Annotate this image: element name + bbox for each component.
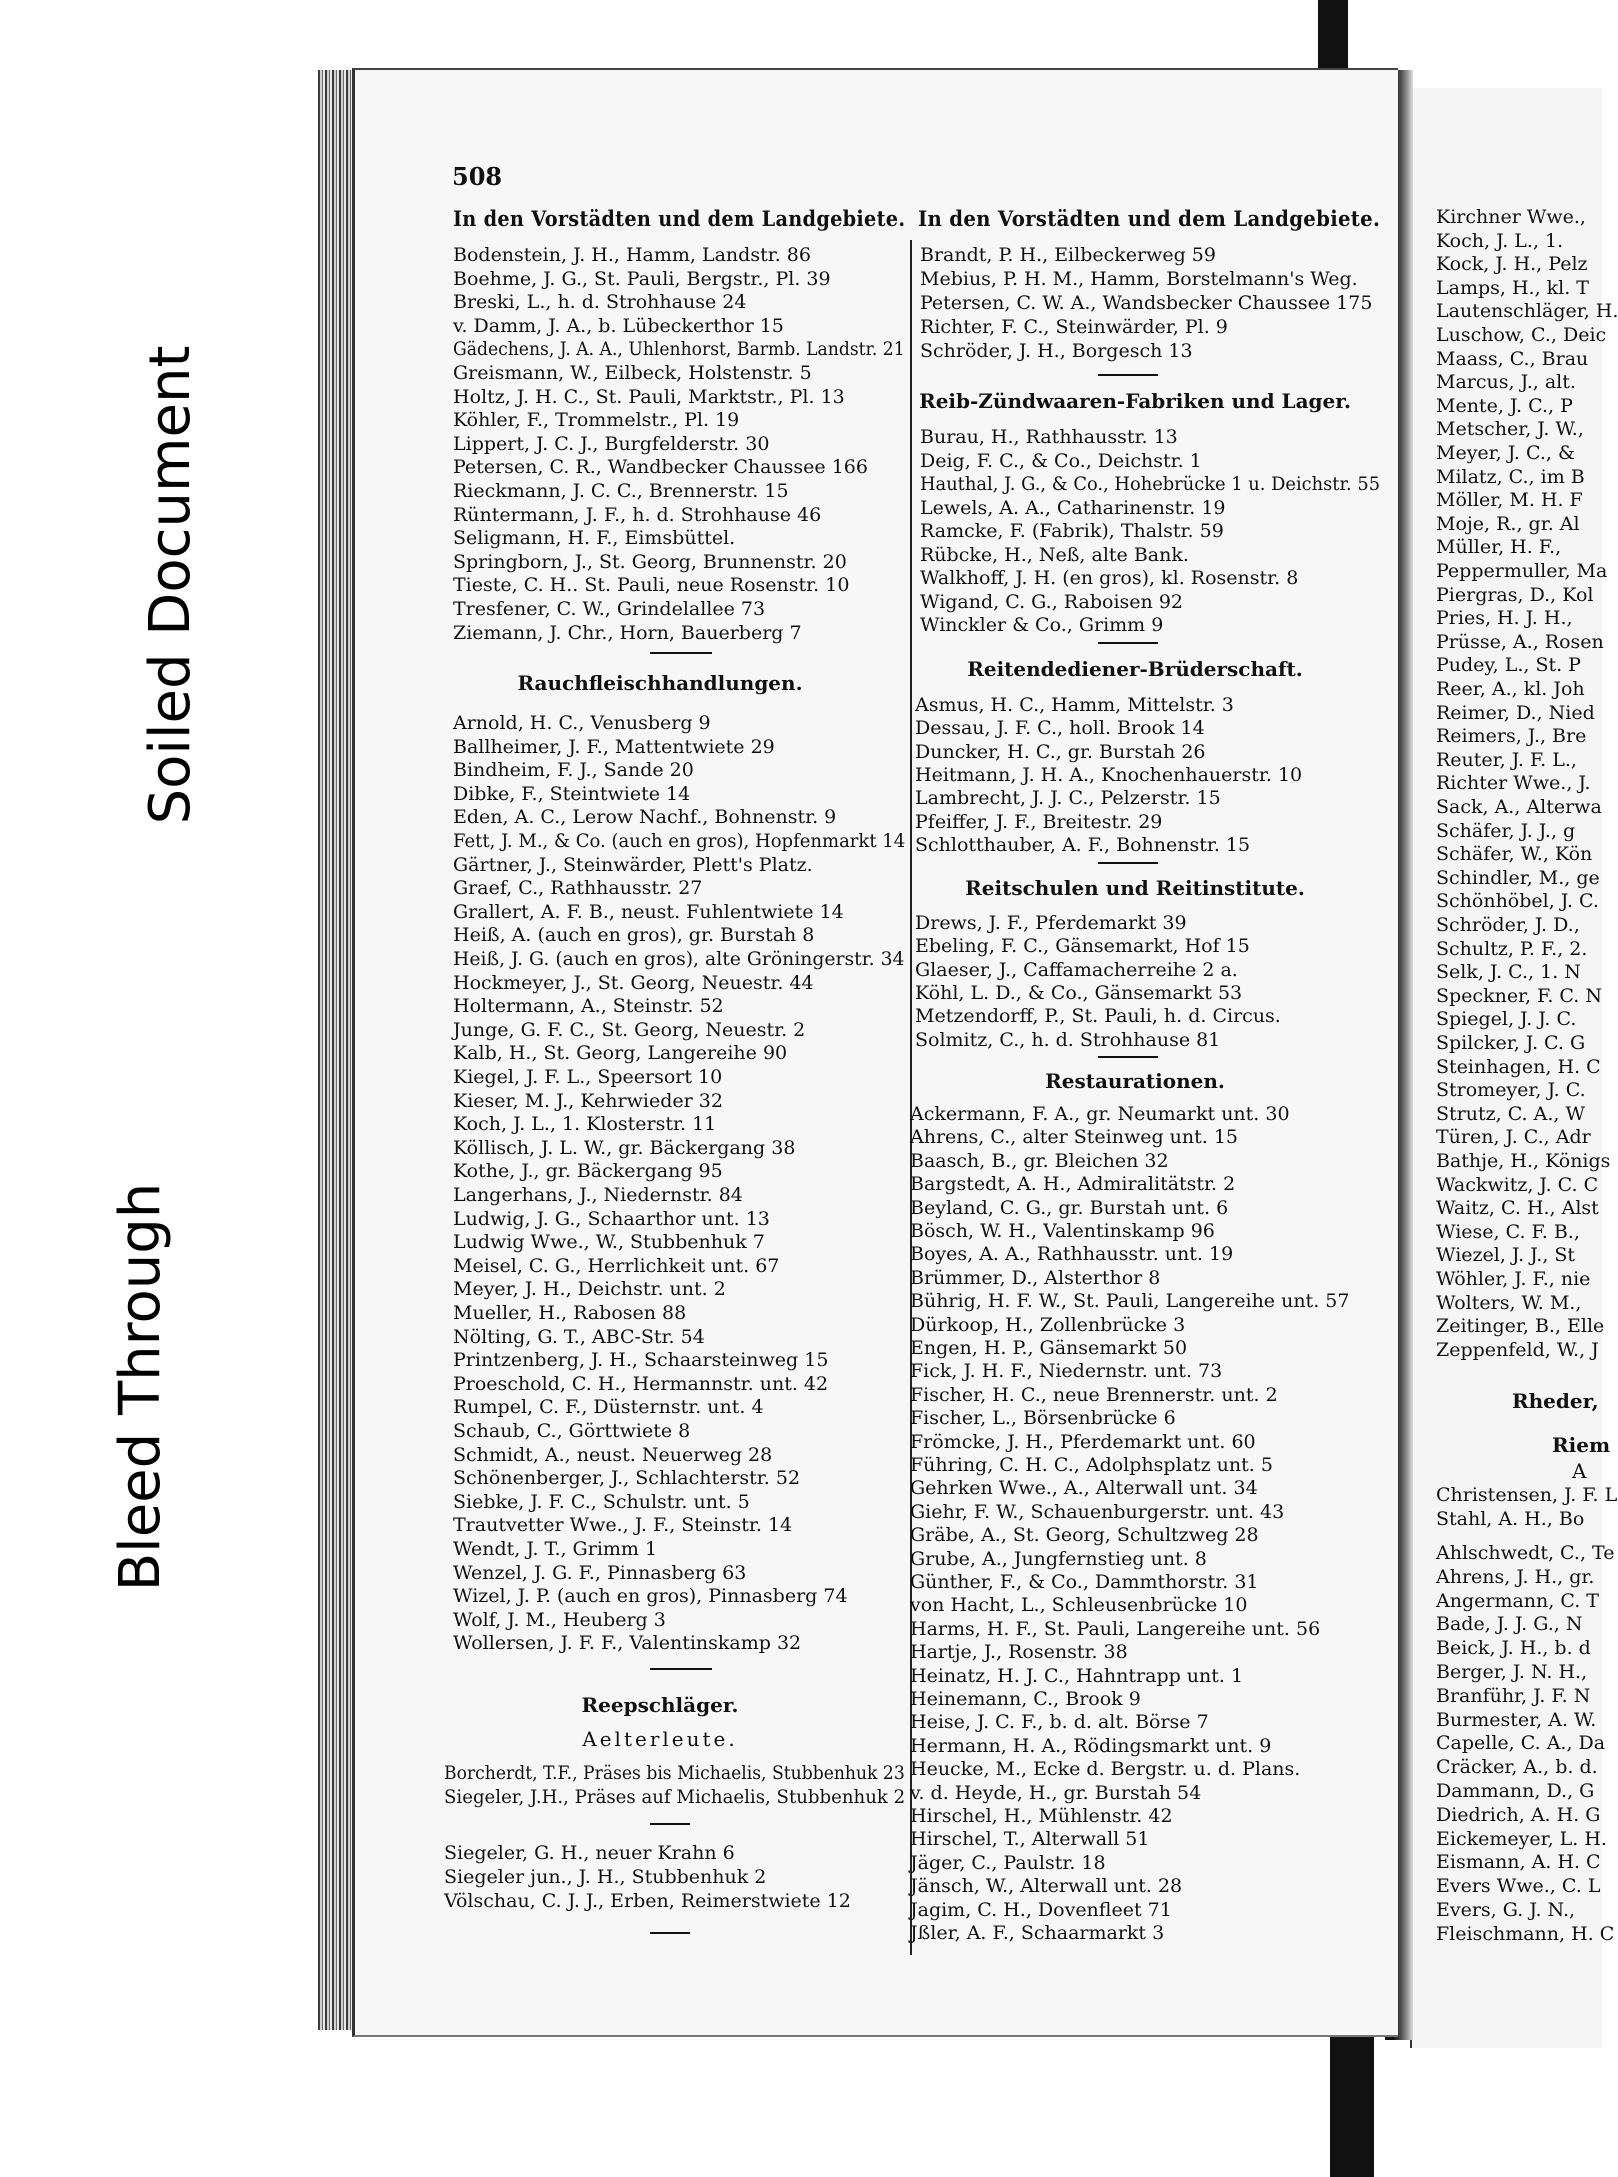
directory-entry: Schaub, C., Görttwiete 8 <box>453 1420 691 1442</box>
directory-entry: Köhl, L. D., & Co., Gänsemarkt 53 <box>915 981 1243 1004</box>
directory-entry: Lewels, A. A., Catharinenstr. 19 <box>920 496 1226 519</box>
directory-entry: Marcus, J., alt. <box>1436 371 1576 394</box>
directory-entry: Deig, F. C., & Co., Deichstr. 1 <box>920 449 1202 472</box>
directory-entry: Tresfener, C. W., Grindelallee 73 <box>453 598 766 620</box>
directory-entry: Jänsch, W., Alterwall unt. 28 <box>910 1875 1183 1898</box>
directory-entry: Langerhans, J., Niedernstr. 84 <box>453 1184 743 1206</box>
directory-entry: Jßler, A. F., Schaarmarkt 3 <box>910 1922 1165 1944</box>
directory-entry: Beick, J. H., b. d <box>1436 1637 1591 1660</box>
directory-entry: Schäfer, W., Kön <box>1436 843 1593 866</box>
directory-entry: Beyland, C. G., gr. Burstah unt. 6 <box>910 1196 1229 1219</box>
directory-entry: Frömcke, J. H., Pferdemarkt unt. 60 <box>910 1430 1256 1453</box>
directory-entry: Stromeyer, J. C. <box>1436 1079 1586 1102</box>
directory-entry: Angermann, C. T <box>1436 1589 1599 1612</box>
directory-entry: Springborn, J., St. Georg, Brunnenstr. 20 <box>453 550 847 573</box>
directory-entry: Fleischmann, H. C <box>1436 1922 1615 1945</box>
directory-entry: Capelle, C. A., Da <box>1436 1732 1606 1755</box>
separator-rule <box>650 1668 712 1670</box>
directory-entry: Koch, J. L., 1. Klosterstr. 11 <box>453 1113 717 1136</box>
directory-entry: Lamps, H., kl. T <box>1436 276 1589 299</box>
directory-entry: Burmester, A. W. <box>1436 1708 1597 1731</box>
directory-entry: Prüsse, A., Rosen <box>1436 630 1604 653</box>
directory-entry: Dibke, F., Steintwiete 14 <box>453 782 691 805</box>
directory-entry: Siebke, J. F. C., Schulstr. unt. 5 <box>453 1490 750 1513</box>
directory-entry: Reimers, J., Bre <box>1436 725 1587 748</box>
directory-entry: Reer, A., kl. Joh <box>1436 678 1585 700</box>
separator-rule <box>650 1932 690 1934</box>
soiled-document-label <box>120 345 220 825</box>
directory-entry: Wolf, J. M., Heuberg 3 <box>453 1608 666 1631</box>
directory-entry: Meyer, J. H., Deichstr. unt. 2 <box>453 1278 726 1301</box>
directory-entry: Müller, H. F., <box>1436 536 1562 559</box>
directory-entry: Holtermann, A., Steinstr. 52 <box>453 995 724 1018</box>
directory-entry: Fett, J. M., & Co. (auch en gros), Hopfenmarkt 14 <box>453 830 906 852</box>
directory-entry: Harms, H. F., St. Pauli, Langereihe unt. 56 <box>910 1617 1321 1640</box>
directory-entry: Jagim, C. H., Dovenfleet 71 <box>910 1898 1172 1921</box>
directory-entry: Evers Wwe., C. L <box>1436 1875 1601 1898</box>
separator-rule <box>1098 862 1158 864</box>
directory-entry: Zeppenfeld, W., J <box>1436 1338 1599 1361</box>
directory-entry: Sack, A., Alterwa <box>1436 796 1602 818</box>
directory-entry: Cräcker, A., b. d. <box>1436 1756 1598 1779</box>
directory-entry: Tieste, C. H.. St. Pauli, neue Rosenstr. 10 <box>453 574 850 597</box>
directory-entry: Graef, C., Rathhausstr. 27 <box>453 877 703 900</box>
directory-entry: Bade, J. J. G., N <box>1436 1613 1583 1636</box>
directory-entry: Wendt, J. T., Grimm 1 <box>453 1538 658 1560</box>
directory-entry: Eden, A. C., Lerow Nachf., Bohnenstr. 9 <box>453 806 837 829</box>
directory-entry: Brandt, P. H., Eilbeckerweg 59 <box>920 244 1216 266</box>
directory-entry: Waitz, C. H., Alst <box>1436 1197 1599 1220</box>
directory-entry: Wiese, C. F. B., <box>1436 1220 1580 1243</box>
section-heading: Reitendediener-Brüderschaft. <box>967 657 1303 681</box>
directory-entry: Eismann, A. H. C <box>1436 1851 1601 1874</box>
section-heading: Reib-Zündwaaren-Fabriken und Lager. <box>919 389 1351 413</box>
directory-entry: Petersen, C. R., Wandbecker Chaussee 166 <box>453 456 868 479</box>
directory-entry: Zeitinger, B., Elle <box>1436 1315 1605 1338</box>
directory-entry: Mebius, P. H. M., Hamm, Borstelmann's Weg. <box>920 268 1358 290</box>
directory-entry: Reuter, J. F. L., <box>1436 748 1577 771</box>
directory-entry: Wolters, W. M., <box>1436 1291 1582 1314</box>
directory-entry: Dammann, D., G <box>1436 1780 1595 1802</box>
directory-entry: Heiß, J. G. (auch en gros), alte Gröningerstr. 34 <box>453 948 905 970</box>
directory-entry: Bathje, H., Königs <box>1436 1150 1611 1172</box>
directory-entry: Gärtner, J., Steinwärder, Plett's Platz. <box>453 853 813 876</box>
directory-entry: Giehr, F. W., Schauenburgerstr. unt. 43 <box>910 1500 1285 1523</box>
directory-entry: Bargstedt, A. H., Admiralitätstr. 2 <box>910 1173 1236 1196</box>
directory-entry: Christensen, J. F. L <box>1436 1484 1618 1506</box>
directory-entry: Köllisch, J. L. W., gr. Bäckergang 38 <box>453 1136 796 1159</box>
separator-rule <box>1098 1056 1158 1058</box>
directory-entry: Ziemann, J. Chr., Horn, Bauerberg 7 <box>453 621 802 644</box>
directory-entry: Wiezel, J. J., St <box>1436 1244 1576 1267</box>
directory-entry: Kirchner Wwe., <box>1436 206 1586 228</box>
directory-entry: Engen, H. P., Gänsemarkt 50 <box>910 1337 1188 1359</box>
directory-entry: Speckner, F. C. N <box>1436 984 1602 1007</box>
directory-entry: Ebeling, F. C., Gänsemarkt, Hof 15 <box>915 935 1250 958</box>
subsection-heading: Aelterleute. <box>582 1727 738 1751</box>
directory-entry: Baasch, B., gr. Bleichen 32 <box>910 1149 1169 1172</box>
directory-entry: Maass, C., Brau <box>1436 347 1589 370</box>
directory-entry: v. Damm, J. A., b. Lübeckerthor 15 <box>453 314 784 337</box>
directory-entry: Richter Wwe., J. <box>1436 772 1591 795</box>
directory-entry: Schultz, P. F., 2. <box>1436 937 1588 960</box>
directory-entry: Kieser, M. J., Kehrwieder 32 <box>453 1089 723 1112</box>
directory-entry: Köhler, F., Trommelstr., Pl. 19 <box>453 409 740 432</box>
directory-entry: Ludwig, J. G., Schaarthor unt. 13 <box>453 1207 770 1230</box>
directory-entry: Nölting, G. T., ABC-Str. 54 <box>453 1325 705 1348</box>
directory-entry: Mueller, H., Rabosen 88 <box>453 1302 687 1324</box>
directory-entry: Lippert, J. C. J., Burgfelderstr. 30 <box>453 432 770 455</box>
directory-entry: Hockmeyer, J., St. Georg, Neuestr. 44 <box>453 971 814 994</box>
next-page <box>1410 88 1618 2048</box>
directory-entry: Wizel, J. P. (auch en gros), Pinnasberg 74 <box>453 1585 848 1608</box>
directory-entry: Wollersen, J. F. F., Valentinskamp 32 <box>453 1632 802 1655</box>
directory-entry: Pries, H. J. H., <box>1436 607 1573 630</box>
column-header-left: In den Vorstädten und dem Landgebiete. <box>453 206 906 231</box>
directory-entry: Hirschel, T., Alterwall 51 <box>910 1828 1150 1851</box>
separator-rule <box>1098 642 1158 644</box>
directory-entry: Steinhagen, H. C <box>1436 1055 1601 1078</box>
directory-entry: Heucke, M., Ecke d. Bergstr. u. d. Plans. <box>910 1758 1301 1781</box>
directory-entry: Holtz, J. H. C., St. Pauli, Marktstr., Pl. 13 <box>453 385 845 408</box>
directory-entry: Günther, F., & Co., Dammthorstr. 31 <box>910 1571 1259 1593</box>
directory-entry: Breski, L., h. d. Strohhause 24 <box>453 291 747 314</box>
column-header-right: In den Vorstädten und dem Landgebiete. <box>918 206 1381 231</box>
directory-entry: Hermann, H. A., Rödingsmarkt unt. 9 <box>910 1734 1272 1757</box>
directory-entry: Schröder, J. D., <box>1436 914 1580 936</box>
directory-entry: Dessau, J. F. C., holl. Brook 14 <box>915 717 1205 740</box>
directory-entry: Ramcke, F. (Fabrik), Thalstr. 59 <box>920 520 1224 542</box>
directory-entry: Walkhoff, J. H. (en gros), kl. Rosenstr. 8 <box>920 567 1299 589</box>
directory-entry: Schäfer, J. J., g <box>1436 819 1576 842</box>
directory-entry: Asmus, H. C., Hamm, Mittelstr. 3 <box>915 694 1234 716</box>
directory-entry: Moje, R., gr. Al <box>1436 512 1580 535</box>
directory-entry: Völschau, C. J. J., Erben, Reimerstwiete 12 <box>444 1890 851 1912</box>
directory-entry: Heitmann, J. H. A., Knochenhauerstr. 10 <box>915 763 1303 786</box>
directory-entry: Heinemann, C., Brook 9 <box>910 1688 1141 1710</box>
directory-entry: Ballheimer, J. F., Mattentwiete 29 <box>453 735 775 758</box>
directory-entry: Schönenberger, J., Schlachterstr. 52 <box>453 1467 801 1490</box>
directory-entry: Heise, J. C. F., b. d. alt. Börse 7 <box>910 1711 1209 1734</box>
directory-entry: Brümmer, D., Alsterthor 8 <box>910 1266 1161 1289</box>
directory-entry: Borcherdt, T.F., Präses bis Michaelis, Stubbenhuk 23 <box>444 1762 905 1784</box>
directory-entry: Selk, J. C., 1. N <box>1436 961 1581 984</box>
directory-entry: Gräbe, A., St. Georg, Schultzweg 28 <box>910 1524 1259 1547</box>
directory-entry: Bodenstein, J. H., Hamm, Landstr. 86 <box>453 244 811 266</box>
section-heading: Reitschulen und Reitinstitute. <box>965 876 1305 900</box>
directory-entry: Trautvetter Wwe., J. F., Steinstr. 14 <box>453 1514 793 1537</box>
directory-entry: Rieckmann, J. C. C., Brennerstr. 15 <box>453 480 789 502</box>
directory-entry: Lautenschläger, H. <box>1436 300 1618 323</box>
directory-entry: Greismann, W., Eilbeck, Holstenstr. 5 <box>453 362 812 384</box>
directory-entry: Bösch, W. H., Valentinskamp 96 <box>910 1220 1215 1242</box>
directory-entry: Rumpel, C. F., Düsternstr. unt. 4 <box>453 1396 764 1419</box>
directory-entry: Luschow, C., Deic <box>1436 324 1607 346</box>
directory-entry: Solmitz, C., h. d. Strohhause 81 <box>915 1028 1221 1051</box>
directory-entry: Metzendorff, P., St. Pauli, h. d. Circus. <box>915 1005 1281 1028</box>
directory-entry: Pudey, L., St. P <box>1436 654 1581 677</box>
section-heading: Restaurationen. <box>1045 1069 1225 1093</box>
directory-entry: Bührig, H. F. W., St. Pauli, Langereihe unt. 57 <box>910 1290 1350 1313</box>
directory-entry: Duncker, H. C., gr. Burstah 26 <box>915 740 1206 763</box>
page-number: 508 <box>452 162 503 191</box>
directory-entry: Branführ, J. F. N <box>1436 1684 1591 1707</box>
directory-entry: Drews, J. F., Pferdemarkt 39 <box>915 912 1187 934</box>
directory-entry: Junge, G. F. C., St. Georg, Neuestr. 2 <box>453 1018 806 1041</box>
directory-entry: Wigand, C. G., Raboisen 92 <box>920 590 1183 613</box>
section-heading: Riem <box>1552 1433 1611 1457</box>
directory-entry: Ahrens, C., alter Steinweg unt. 15 <box>910 1126 1239 1149</box>
directory-entry: Schindler, M., ge <box>1436 866 1600 889</box>
directory-entry: Rüntermann, J. F., h. d. Strohhause 46 <box>453 503 822 526</box>
directory-entry: Boehme, J. G., St. Pauli, Bergstr., Pl. 39 <box>453 267 831 290</box>
directory-entry: Mente, J. C., P <box>1436 394 1573 417</box>
directory-entry: Wenzel, J. G. F., Pinnasberg 63 <box>453 1561 747 1584</box>
directory-entry: Grallert, A. F. B., neust. Fuhlentwiete 14 <box>453 900 844 923</box>
directory-entry: Siegeler jun., J. H., Stubbenhuk 2 <box>444 1866 767 1888</box>
directory-entry: Printzenberg, J. H., Schaarsteinweg 15 <box>453 1349 829 1372</box>
directory-entry: Jäger, C., Paulstr. 18 <box>910 1851 1106 1874</box>
directory-entry: Grube, A., Jungfernstieg unt. 8 <box>910 1547 1207 1570</box>
directory-entry: Ahlschwedt, C., Te <box>1436 1542 1615 1564</box>
section-heading: A <box>1572 1459 1590 1483</box>
directory-entry: Richter, F. C., Steinwärder, Pl. 9 <box>920 316 1228 338</box>
directory-entry: Wöhler, J. F., nie <box>1436 1268 1591 1290</box>
separator-rule <box>650 1823 690 1825</box>
directory-entry: Meyer, J. C., & <box>1436 442 1575 464</box>
directory-entry: Gehrken Wwe., A., Alterwall unt. 34 <box>910 1477 1258 1500</box>
directory-entry: Kothe, J., gr. Bäckergang 95 <box>453 1160 723 1183</box>
directory-entry: Heinatz, H. J. C., Hahntrapp unt. 1 <box>910 1664 1244 1687</box>
directory-entry: Dürkoop, H., Zollenbrücke 3 <box>910 1313 1186 1336</box>
directory-entry: Kalb, H., St. Georg, Langereihe 90 <box>453 1042 788 1065</box>
directory-entry: Evers, G. J. N., <box>1436 1899 1576 1921</box>
directory-entry: Burau, H., Rathhausstr. 13 <box>920 426 1178 448</box>
directory-entry: Diedrich, A. H. G <box>1436 1803 1601 1826</box>
directory-entry: von Hacht, L., Schleusenbrücke 10 <box>910 1594 1248 1617</box>
directory-entry: Seligmann, H. F., Eimsbüttel. <box>453 527 736 550</box>
directory-entry: Ludwig Wwe., W., Stubbenhuk 7 <box>453 1231 765 1254</box>
soiled-document-label-text: Soiled Document <box>137 345 203 825</box>
directory-entry: Siegeler, J.H., Präses auf Michaelis, Stubbenhuk 2 <box>444 1786 906 1808</box>
section-heading: Rheder, <box>1512 1389 1599 1413</box>
section-heading: Reepschläger. <box>581 1693 739 1717</box>
directory-entry: Pfeiffer, J. F., Breitestr. 29 <box>915 810 1163 833</box>
directory-entry: Ahrens, J. H., gr. <box>1436 1565 1595 1588</box>
bleed-through-label-text: Bleed Through <box>107 1182 173 1592</box>
directory-entry: Arnold, H. C., Venusberg 9 <box>453 712 711 734</box>
directory-entry: Spilcker, J. C. G <box>1436 1032 1586 1054</box>
directory-entry: Fischer, L., Börsenbrücke 6 <box>910 1407 1176 1430</box>
directory-entry: Bindheim, F. J., Sande 20 <box>453 759 694 782</box>
directory-entry: Schröder, J. H., Borgesch 13 <box>920 340 1193 362</box>
directory-entry: Peppermuller, Ma <box>1436 560 1608 582</box>
separator-rule <box>650 652 712 654</box>
directory-entry: Hirschel, H., Mühlenstr. 42 <box>910 1805 1173 1827</box>
directory-entry: Kiegel, J. F. L., Speersort 10 <box>453 1066 723 1088</box>
directory-entry: Eickemeyer, L. H. <box>1436 1827 1607 1850</box>
directory-entry: Spiegel, J. J. C. <box>1436 1008 1577 1031</box>
directory-entry: Berger, J. N. H., <box>1436 1661 1588 1683</box>
directory-entry: Kock, J. H., Pelz <box>1436 253 1588 276</box>
scan-edge-bar-bottom <box>1330 2030 1374 2177</box>
directory-entry: Fick, J. H. F., Niedernstr. unt. 73 <box>910 1360 1223 1383</box>
directory-entry: Führing, C. H. C., Adolphsplatz unt. 5 <box>910 1454 1273 1476</box>
directory-entry: Lambrecht, J. J. C., Pelzerstr. 15 <box>915 787 1221 810</box>
directory-entry: Boyes, A. A., Rathhausstr. unt. 19 <box>910 1243 1234 1266</box>
directory-entry: Metscher, J. W., <box>1436 418 1584 441</box>
directory-entry: Hauthal, J. G., & Co., Hohebrücke 1 u. Deichstr. 55 <box>920 473 1381 495</box>
section-heading: Rauchfleischhandlungen. <box>517 671 803 695</box>
directory-entry: Milatz, C., im B <box>1436 465 1585 488</box>
bleed-through-label <box>88 1107 192 1667</box>
directory-entry: v. d. Heyde, H., gr. Burstah 54 <box>910 1781 1202 1804</box>
directory-entry: Rübcke, H., Neß, alte Bank. <box>920 543 1189 566</box>
directory-entry: Schlotthauber, A. F., Bohnenstr. 15 <box>915 833 1251 856</box>
directory-entry: Türen, J. C., Adr <box>1436 1126 1591 1149</box>
directory-entry: Fischer, H. C., neue Brennerstr. unt. 2 <box>910 1383 1278 1406</box>
directory-entry: Heiß, A. (auch en gros), gr. Burstah 8 <box>453 924 815 947</box>
directory-entry: Ackermann, F. A., gr. Neumarkt unt. 30 <box>910 1103 1290 1125</box>
directory-entry: Reimer, D., Nied <box>1436 701 1595 724</box>
directory-entry: Koch, J. L., 1. <box>1436 229 1564 252</box>
directory-entry: Winckler & Co., Grimm 9 <box>920 614 1164 636</box>
directory-entry: Siegeler, G. H., neuer Krahn 6 <box>444 1842 735 1864</box>
directory-entry: Stahl, A. H., Bo <box>1436 1508 1585 1530</box>
directory-entry: Meisel, C. G., Herrlichkeit unt. 67 <box>453 1254 780 1277</box>
directory-entry: Möller, M. H. F <box>1436 489 1583 512</box>
directory-entry: Schönhöbel, J. C. <box>1436 890 1599 913</box>
directory-entry: Wackwitz, J. C. C <box>1436 1173 1599 1196</box>
directory-entry: Proeschold, C. H., Hermannstr. unt. 42 <box>453 1372 829 1395</box>
directory-entry: Gädechens, J. A. A., Uhlenhorst, Barmb. Landstr. 21 <box>453 338 905 361</box>
directory-entry: Schmidt, A., neust. Neuerweg 28 <box>453 1443 773 1466</box>
directory-entry: Strutz, C. A., W <box>1436 1102 1586 1125</box>
separator-rule <box>1098 374 1158 376</box>
directory-entry: Hartje, J., Rosenstr. 38 <box>910 1641 1128 1664</box>
directory-entry: Petersen, C. W. A., Wandsbecker Chaussee 175 <box>920 292 1373 314</box>
directory-entry: Piergras, D., Kol <box>1436 583 1594 606</box>
directory-entry: Glaeser, J., Caffamacherreihe 2 a. <box>915 958 1238 981</box>
